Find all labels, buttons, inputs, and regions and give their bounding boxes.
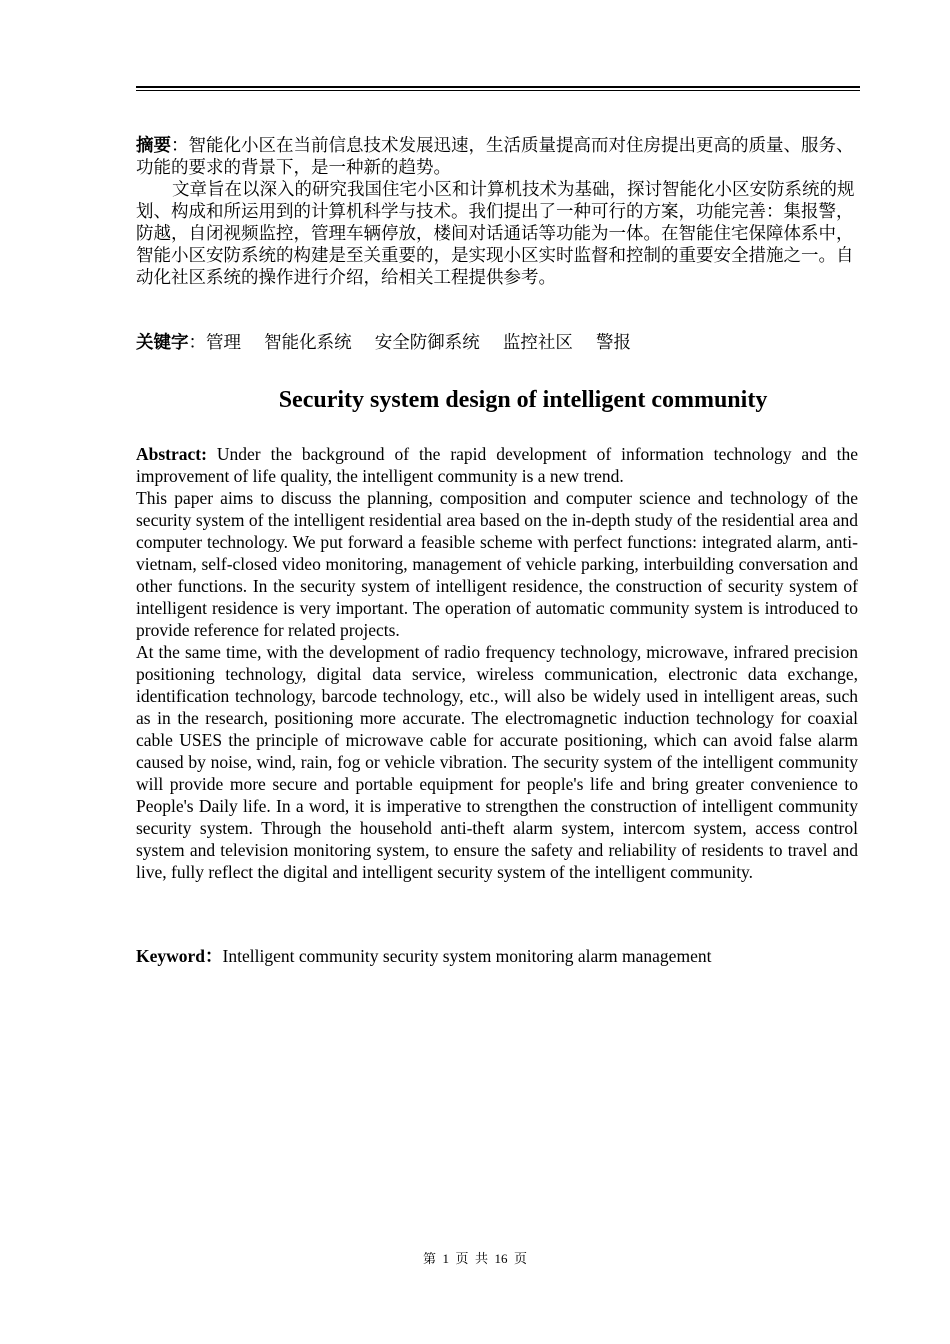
chinese-abstract-paragraph-1 xyxy=(136,135,860,179)
chinese-abstract-paragraph-2: 文章旨在以深入的研究我国住宅小区和计算机技术为基础，探讨智能化小区安防系统的规划、构成和所运用到的计算机科学与技术。我们提出了一种可行的方案，功能完善：集报警，防越，自闭视频监控，管理车辆停放，楼间对话通话等功能为一体。在智能住宅保障体系中，智能小区安防系统的构建是至关重要的，是实现小区实时监督和控制的重要安全措施之一。自动化社区系统的操作进行介绍，给相关工程提供参考。 xyxy=(136,180,855,288)
chinese-keywords-separator: ： xyxy=(188,333,206,353)
chinese-abstract-separator: ： xyxy=(171,136,189,156)
chinese-keywords-text: 管理 智能化系统 安全防御系统 监控社区 警报 xyxy=(206,333,632,353)
page-footer: 第 1 页 共 16 页 xyxy=(422,1251,527,1266)
chinese-abstract xyxy=(136,135,860,289)
chinese-abstract-label: 摘要 xyxy=(136,136,171,156)
chinese-keywords-label: 关键字 xyxy=(136,333,189,353)
english-keywords xyxy=(136,945,858,967)
english-title: Security system design of intelligent community xyxy=(278,387,768,413)
english-abstract-paragraph-3: At the same time, with the development of radio frequency technology, microwave, infrared precision positioning technology, digital data service, wireless communication, electronic data exchange, identification technology, barcode technology, etc., will also be widely used in intelligent areas, such as in the research, positioning more accurate. The electromagnetic induction technology for coaxial cable USES the principle of microwave cable for accurate positioning, which can avoid false alarm caused by noise, wind, rain, fog or vehicle vibration. The security system of the intelligent community will provide more secure and portable equipment for people's life and bring greater convenience to People's Daily life. In a word, it is imperative to strengthen the construction of intelligent community security system. Through the household anti-theft alarm system, intercom system, access control system and television monitoring system, to ensure the safety and reliability of residents to travel and live, fully reflect the digital and intelligent security system of the intelligent community. xyxy=(136,642,858,882)
header-rule-thick xyxy=(136,86,860,88)
english-abstract-paragraph-2: This paper aims to discuss the planning, composition and computer science and technology of the security system of the intelligent residential area based on the in-depth study of the residential area and computer technology. We put forward a feasible scheme with perfect functions: integrated alarm, anti-vietnam, self-closed video monitoring, management of vehicle parking, interbuilding conversation and other functions. In the security system of intelligent residence, the construction of security system of intelligent residence is very important. The operation of automatic community system is introduced to provide reference for related projects. xyxy=(136,488,858,640)
english-abstract xyxy=(136,443,858,883)
header-rule-thin xyxy=(136,90,860,91)
english-keywords-label: Keyword： xyxy=(136,946,223,966)
chinese-keywords xyxy=(136,332,860,354)
english-keywords-text: Intelligent community security system monitoring alarm management xyxy=(222,946,712,966)
english-abstract-label: Abstract: xyxy=(136,444,207,464)
english-abstract-paragraph-1 xyxy=(136,443,858,487)
english-abstract-text-1: Under the background of the rapid development of information technology and the improvement of life quality, the intelligent community is a new trend. xyxy=(136,444,858,486)
chinese-abstract-text-1: 智能化小区在当前信息技术发展迅速，生活质量提高而对住房提出更高的质量、服务、功能的要求的背景下，是一种新的趋势。 xyxy=(136,136,854,178)
